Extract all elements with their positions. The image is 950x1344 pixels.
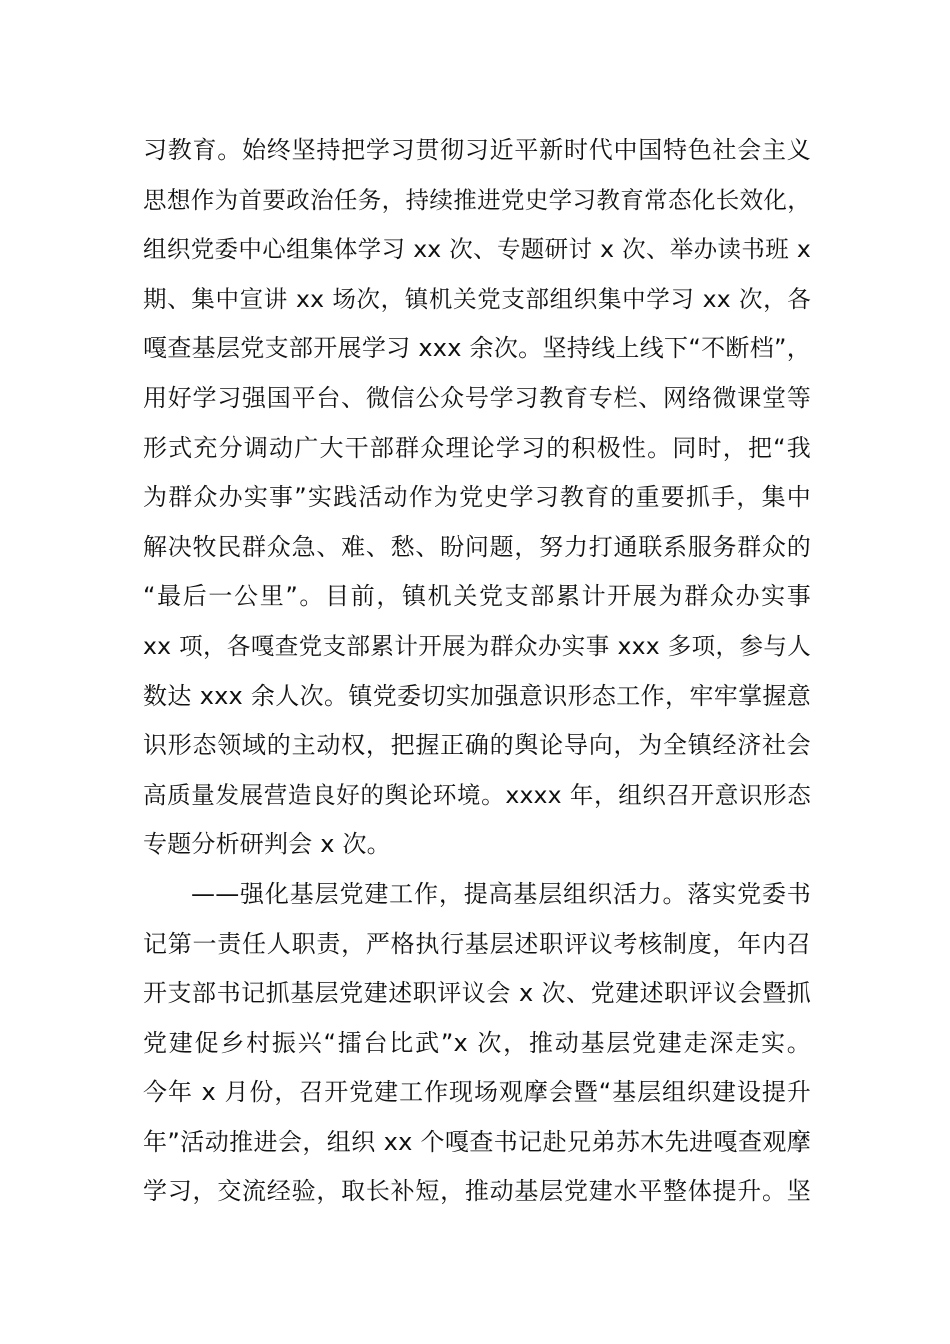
text-line: 开支部书记抓基层党建述职评议会 x 次、党建述职评议会暨抓 (143, 979, 811, 1008)
text-line: 记第一责任人职责，严格执行基层述职评议考核制度，年内召 (143, 929, 811, 958)
text-line: 思想作为首要政治任务，持续推进党史学习教育常态化长效化， (143, 185, 811, 214)
paragraph-1 (143, 126, 811, 870)
text-line: 组织党委中心组集体学习 xx 次、专题研讨 x 次、举办读书班 x (143, 235, 811, 264)
text-line: 年”活动推进会，组织 xx 个嘎查书记赴兄弟苏木先进嘎查观摩 (143, 1127, 811, 1156)
text-line: “最后一公里”。目前，镇机关党支部累计开展为群众办实事 (143, 582, 811, 611)
text-line: 形式充分调动广大干部群众理论学习的积极性。同时，把“我 (143, 433, 811, 462)
text-line: 学习，交流经验，取长补短，推动基层党建水平整体提升。坚 (143, 1177, 811, 1206)
text-line: ——强化基层党建工作，提高基层组织活力。落实党委书 (191, 879, 811, 908)
text-line: 高质量发展营造良好的舆论环境。xxxx 年，组织召开意识形态 (143, 780, 811, 809)
paragraph-2 (143, 870, 811, 1217)
text-line: 识形态领域的主动权，把握正确的舆论导向，为全镇经济社会 (143, 731, 811, 760)
text-line: 解决牧民群众急、难、愁、盼问题，努力打通联系服务群众的 (143, 532, 811, 561)
text-line: 习教育。始终坚持把学习贯彻习近平新时代中国特色社会主义 (143, 136, 811, 164)
text-line: xx 项，各嘎查党支部累计开展为群众办实事 xxx 多项，参与人 (143, 631, 811, 660)
document-body (143, 126, 811, 1217)
text-line: 嘎查基层党支部开展学习 xxx 余次。坚持线上线下“不断档”， (143, 334, 811, 363)
text-line: 数达 xxx 余人次。镇党委切实加强意识形态工作，牢牢掌握意 (143, 681, 811, 710)
text-line: 专题分析研判会 x 次。 (143, 830, 391, 859)
text-line: 党建促乡村振兴“擂台比武”x 次，推动基层党建走深走实。 (143, 1028, 811, 1057)
text-line: 为群众办实事”实践活动作为党史学习教育的重要抓手，集中 (143, 483, 811, 512)
text-line: 期、集中宣讲 xx 场次，镇机关党支部组织集中学习 xx 次，各 (143, 284, 811, 313)
text-line: 用好学习强国平台、微信公众号学习教育专栏、网络微课堂等 (143, 383, 811, 412)
text-line: 今年 x 月份，召开党建工作现场观摩会暨“基层组织建设提升 (143, 1078, 811, 1107)
